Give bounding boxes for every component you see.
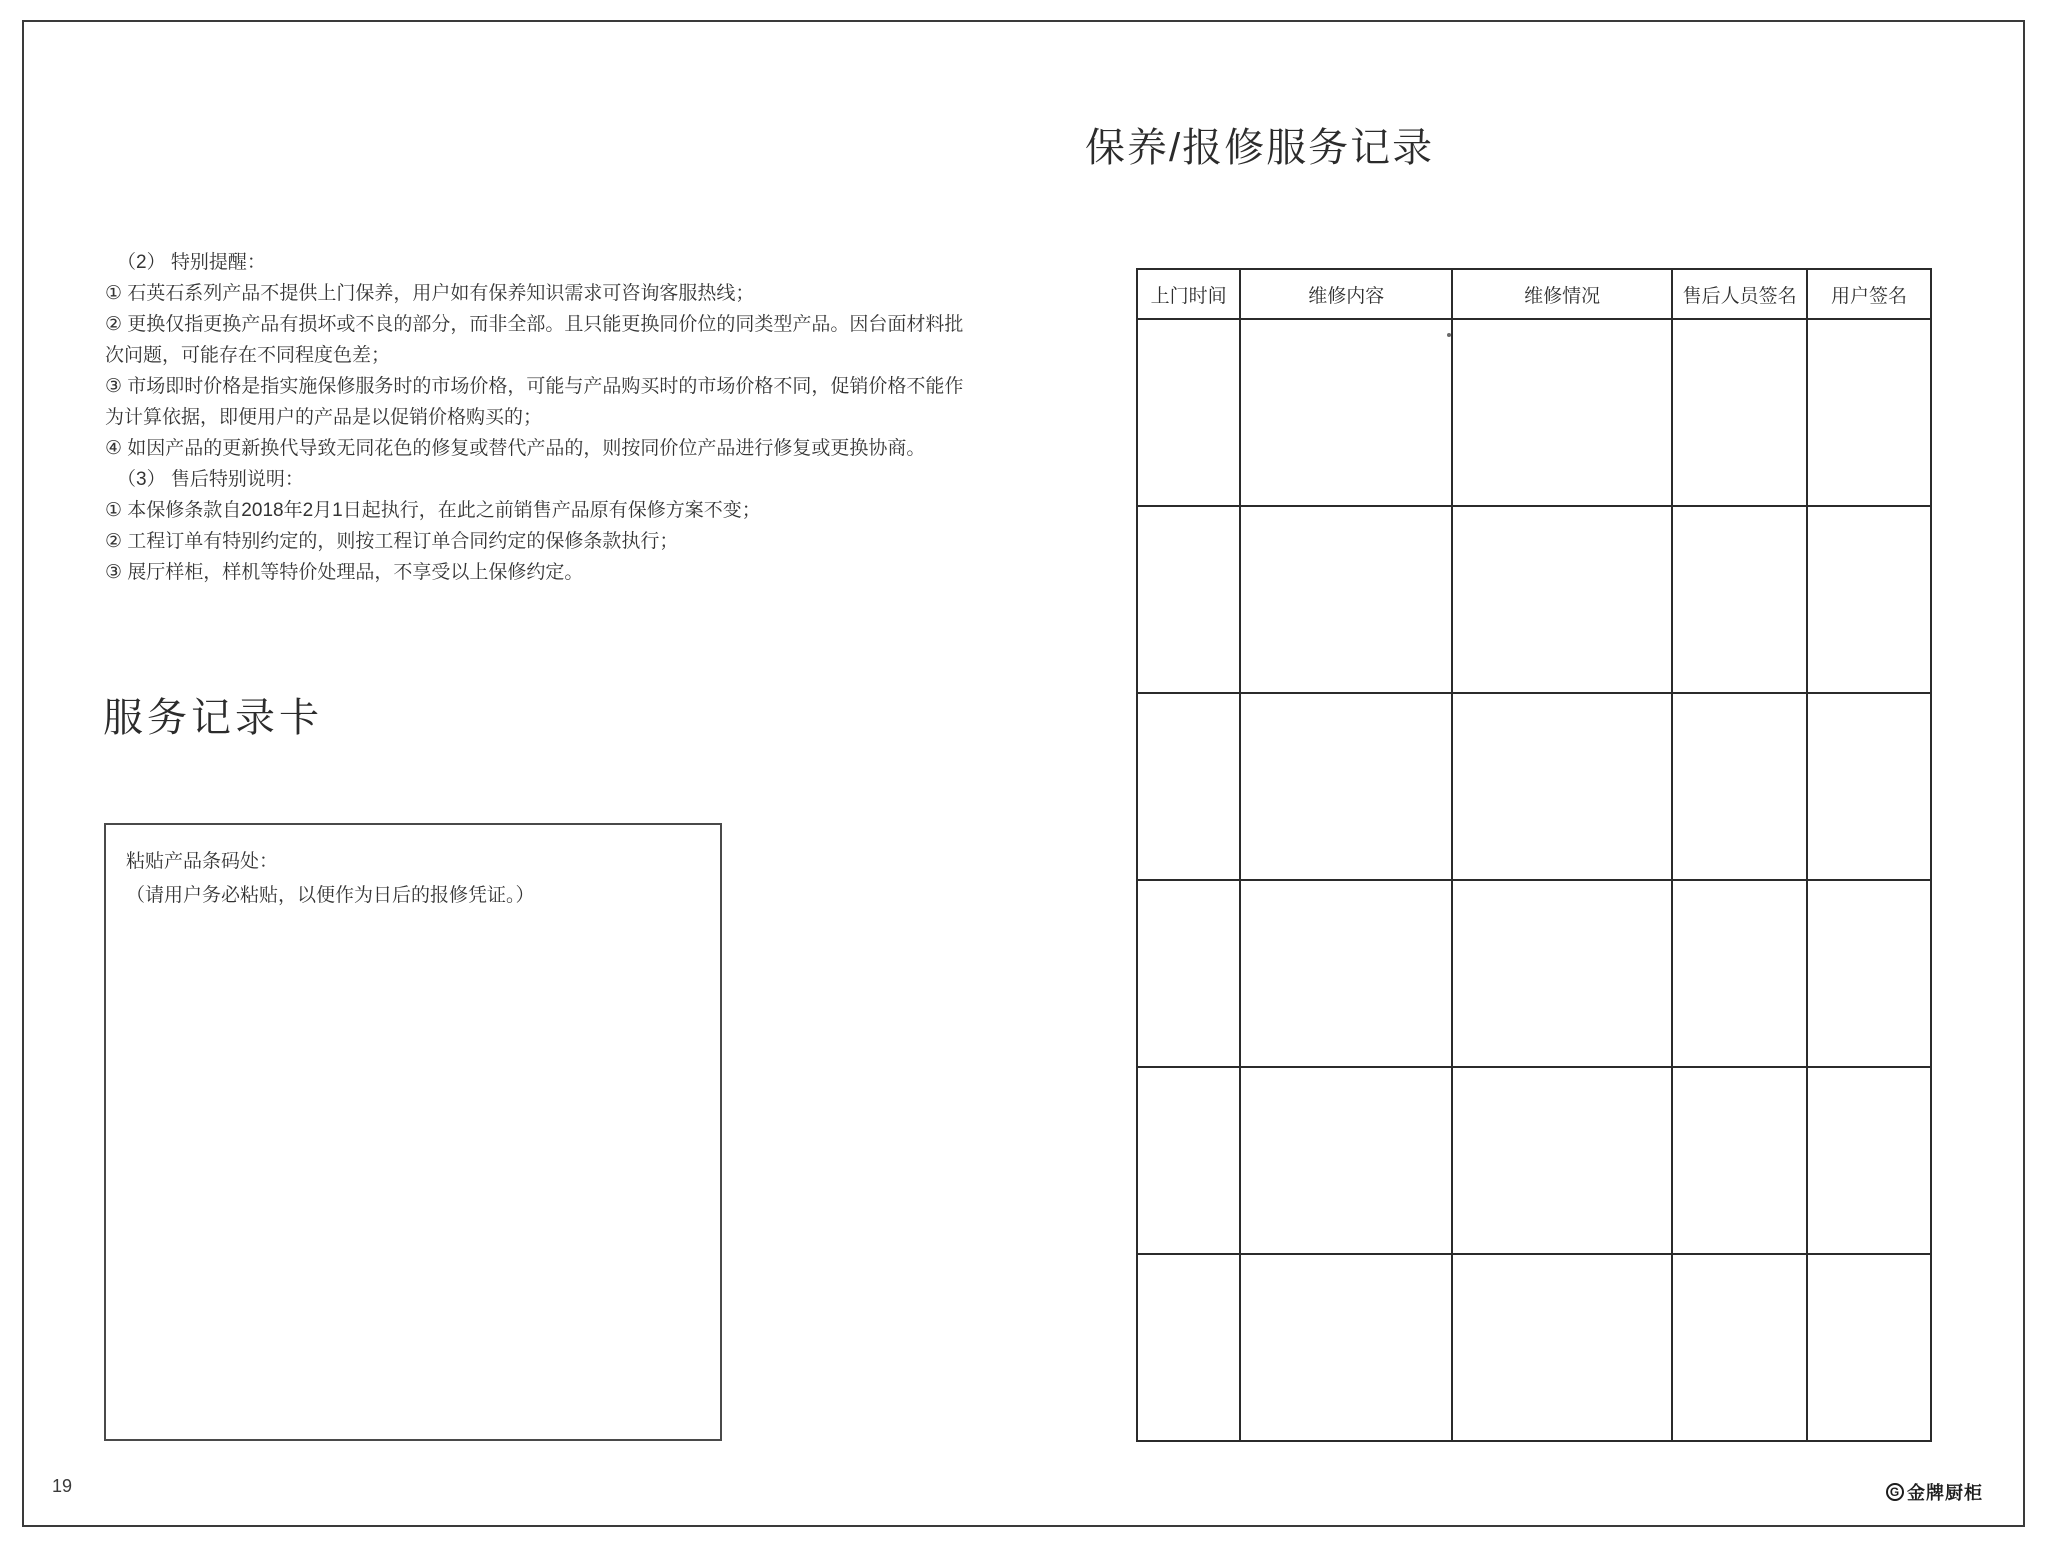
- table-row: [1137, 693, 1931, 880]
- table-header-cell: 售后人员签名: [1672, 269, 1807, 319]
- note-line: 次问题，可能存在不同程度色差；: [105, 345, 391, 366]
- service-record-card-title: 服务记录卡: [103, 696, 323, 740]
- table-cell: [1807, 506, 1931, 693]
- table-cell: [1672, 880, 1807, 1067]
- note-line: ① 石英石系列产品不提供上门保养，用户如有保养知识需求可咨询客服热线；: [105, 283, 755, 304]
- barcode-box-note: （请用户务必粘贴，以便作为日后的报修凭证。）: [126, 885, 535, 906]
- table-row: [1137, 1067, 1931, 1254]
- note-line: （3） 售后特别说明：: [117, 469, 304, 490]
- table-cell: [1452, 880, 1672, 1067]
- table-cell: [1672, 319, 1807, 506]
- table-cell: [1452, 319, 1672, 506]
- table-cell: [1137, 506, 1240, 693]
- table-row: [1137, 1254, 1931, 1441]
- table-cell: [1807, 693, 1931, 880]
- note-line: ② 更换仅指更换产品有损坏或不良的部分，而非全部。且只能更换同价位的同类型产品。因台面材料批: [105, 314, 964, 335]
- table-row: [1137, 319, 1931, 506]
- table-header-row: [1137, 269, 1931, 319]
- barcode-box-label: 粘贴产品条码处：: [126, 851, 279, 872]
- barcode-box: [104, 823, 722, 1441]
- note-line: ④ 如因产品的更新换代导致无同花色的修复或替代产品的，则按同价位产品进行修复或更换协商。: [105, 438, 926, 459]
- page-number: 19: [52, 1476, 73, 1496]
- table-cell: [1240, 319, 1452, 506]
- table-cell: [1240, 506, 1452, 693]
- table-cell: [1807, 319, 1931, 506]
- table-cell: [1240, 880, 1452, 1067]
- service-record-table: [1136, 268, 1932, 1442]
- brand-g-icon: G: [1886, 1483, 1904, 1501]
- table-cell: [1807, 1254, 1931, 1441]
- table-row: [1137, 506, 1931, 693]
- service-record-table-head: [1137, 269, 1931, 319]
- note-line: ③ 展厅样柜，样机等特价处理品，不享受以上保修约定。: [105, 562, 584, 583]
- table-header-cell: 用户签名: [1807, 269, 1931, 319]
- maintenance-record-title: 保养/报修服务记录: [1085, 126, 1435, 170]
- note-line: ① 本保修条款自2018年2月1日起执行，在此之前销售产品原有保修方案不变；: [105, 500, 761, 521]
- table-cell: [1240, 1254, 1452, 1441]
- table-cell: [1672, 506, 1807, 693]
- note-line: （2） 特别提醒：: [117, 252, 266, 273]
- table-cell: [1240, 1067, 1452, 1254]
- table-cell: [1240, 693, 1452, 880]
- table-cell: [1807, 1067, 1931, 1254]
- table-cell: [1452, 693, 1672, 880]
- table-cell: [1452, 1067, 1672, 1254]
- table-cell: [1137, 319, 1240, 506]
- table-cell: [1137, 880, 1240, 1067]
- service-record-table-body: [1137, 319, 1931, 1441]
- table-header-cell: 维修内容: [1240, 269, 1452, 319]
- table-cell: [1137, 1254, 1240, 1441]
- table-cell: [1452, 506, 1672, 693]
- note-line: ② 工程订单有特别约定的，则按工程订单合同约定的保修条款执行；: [105, 531, 679, 552]
- table-cell: [1807, 880, 1931, 1067]
- note-line: ③ 市场即时价格是指实施保修服务时的市场价格，可能与产品购买时的市场价格不同，促销价格不能作: [105, 376, 964, 397]
- table-header-cell: 上门时间: [1137, 269, 1240, 319]
- table-row: [1137, 880, 1931, 1067]
- note-line: 为计算依据，即便用户的产品是以促销价格购买的；: [105, 407, 543, 428]
- table-cell: [1672, 1254, 1807, 1441]
- brand-logo: [1886, 1479, 1983, 1505]
- warranty-notes: [105, 247, 964, 588]
- table-cell: [1137, 693, 1240, 880]
- brand-name: 金牌厨柜: [1907, 1483, 1983, 1503]
- table-cell: [1137, 1067, 1240, 1254]
- table-cell: [1672, 1067, 1807, 1254]
- table-cell: [1672, 693, 1807, 880]
- table-cell: [1452, 1254, 1672, 1441]
- table-header-cell: 维修情况: [1452, 269, 1672, 319]
- stray-print-mark: [1447, 333, 1451, 337]
